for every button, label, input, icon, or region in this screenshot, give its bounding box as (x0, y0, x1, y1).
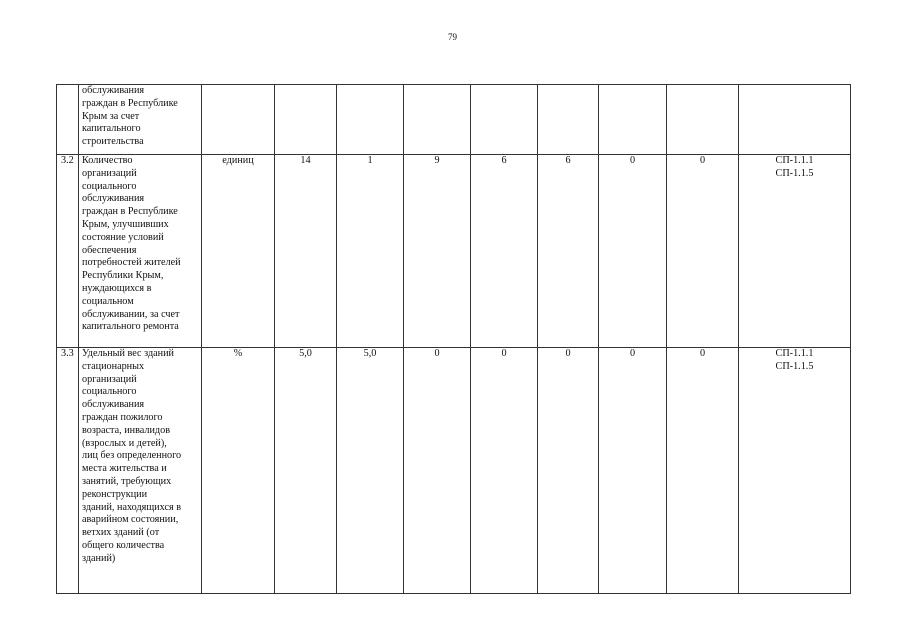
value-cell (404, 155, 471, 348)
indicator-description-line: обслуживания (82, 193, 145, 205)
program-code: СП-1.1.5 (775, 167, 814, 179)
program-codes-cell (739, 85, 851, 155)
value-cell (471, 155, 538, 348)
indicator-description-line: организаций (82, 167, 137, 179)
indicator-value: 0 (699, 155, 706, 166)
indicator-value: 0 (565, 348, 571, 359)
indicator-value: 0 (501, 348, 507, 359)
value-cell (599, 155, 667, 348)
indicator-description-line: обеспечения (82, 244, 137, 256)
indicator-description-line: Республики Крым, (82, 270, 164, 282)
indicator-description-line: аварийном состоянии, (82, 514, 179, 526)
value-cell (404, 85, 471, 155)
value-cell (599, 85, 667, 155)
indicator-description-cell (79, 348, 202, 594)
indicator-description-line: граждан в Республике (82, 206, 178, 218)
indicator-description-line: ветхих зданий (от (82, 527, 160, 539)
indicator-value: 6 (501, 155, 507, 166)
value-cell (538, 155, 599, 348)
indicator-description-line: потребностей жителей (82, 257, 181, 269)
indicator-description-line: занятий, требующих (82, 475, 172, 487)
indicator-description-line: социальном (82, 295, 134, 307)
indicator-description-line: капитального ремонта (82, 321, 179, 333)
indicator-description-line: обслуживания (82, 399, 145, 411)
table-row (57, 85, 851, 155)
indicator-value: 0 (434, 348, 440, 359)
indicator-description-cell (79, 155, 202, 348)
program-code: СП-1.1.1 (775, 155, 814, 166)
indicator-value: 1 (367, 155, 373, 166)
indicator-description-line: обслуживания (82, 85, 145, 96)
indicator-description-line: (взрослых и детей), (82, 437, 167, 449)
program-codes-cell (739, 155, 851, 348)
indicator-description-line: социального (82, 386, 137, 398)
unit-cell (202, 85, 275, 155)
unit-cell (202, 348, 275, 594)
value-cell (404, 348, 471, 594)
indicator-value: 0 (699, 348, 706, 359)
value-cell (667, 348, 739, 594)
row-number: 3.3 (61, 348, 74, 359)
indicator-description-line: Крым, улучшивших (82, 218, 169, 230)
value-cell (337, 155, 404, 348)
indicator-description-line: организаций (82, 373, 137, 385)
value-cell (538, 348, 599, 594)
indicator-description-line: зданий, находящихся в (82, 501, 182, 513)
indicator-description-line: Количество (82, 155, 133, 166)
unit-cell (202, 155, 275, 348)
indicator-value: 0 (629, 155, 636, 166)
indicator-value: 9 (434, 155, 440, 166)
table-body (57, 85, 851, 594)
row-number-cell (57, 155, 79, 348)
unit-value: единиц (222, 155, 254, 166)
indicator-description-line: социального (82, 180, 137, 192)
value-cell (275, 155, 337, 348)
indicator-value: 5,0 (299, 348, 312, 359)
indicator-description-line: нуждающихся в (82, 282, 152, 294)
value-cell (275, 85, 337, 155)
indicators-table (56, 84, 851, 594)
indicator-description-line: лиц без определенного (82, 450, 182, 462)
value-cell (538, 85, 599, 155)
indicator-description-line: строительства (82, 136, 144, 148)
indicator-description-line: Крым за счет (82, 110, 140, 122)
value-cell (337, 348, 404, 594)
indicators-table-wrapper (56, 84, 851, 594)
value-cell (471, 348, 538, 594)
row-number-cell (57, 348, 79, 594)
indicator-value: 6 (565, 155, 571, 166)
table-row (57, 155, 851, 348)
indicator-description-line: обслуживании, за счет (82, 308, 180, 320)
indicator-description-line: стационарных (82, 360, 145, 372)
value-cell (471, 85, 538, 155)
indicator-description-line: состояние условий (82, 231, 164, 243)
value-cell (667, 85, 739, 155)
indicator-description-line: граждан в Республике (82, 97, 178, 109)
row-number-cell (57, 85, 79, 155)
value-cell (275, 348, 337, 594)
indicator-description-line: общего количества (82, 539, 165, 551)
indicator-description-line: капитального (82, 123, 141, 135)
program-code: СП-1.1.1 (775, 348, 814, 359)
indicator-description-line: граждан пожилого (82, 411, 163, 423)
indicator-value: 5,0 (363, 348, 377, 359)
indicator-value: 0 (629, 348, 636, 359)
row-number: 3.2 (61, 155, 74, 166)
indicator-description-cell (79, 85, 202, 155)
unit-value: % (233, 348, 243, 359)
indicator-description-line: места жительства и (82, 463, 167, 475)
program-codes-cell (739, 348, 851, 594)
value-cell (667, 155, 739, 348)
indicator-value: 14 (300, 155, 311, 166)
table-row (57, 348, 851, 594)
page-number: 79 (448, 32, 457, 42)
program-code: СП-1.1.5 (775, 360, 814, 372)
indicator-description-line: возраста, инвалидов (82, 424, 171, 436)
indicator-description-line: реконструкции (82, 488, 148, 500)
indicator-description-line: зданий) (82, 552, 116, 564)
indicator-description-line: Удельный вес зданий (82, 348, 175, 359)
value-cell (337, 85, 404, 155)
value-cell (599, 348, 667, 594)
